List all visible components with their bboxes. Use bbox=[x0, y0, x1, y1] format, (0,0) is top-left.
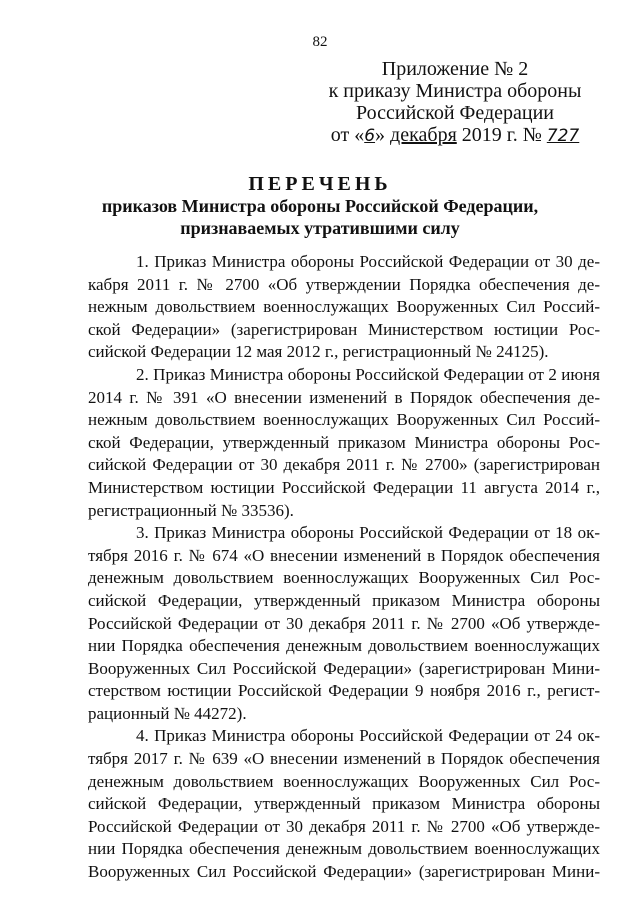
document-subtitle bbox=[0, 195, 640, 239]
paragraph-line: сийской Федерации от 30 декабря 2011 г. № 2700» (зарегистрирован bbox=[88, 455, 600, 475]
list-item bbox=[88, 725, 600, 883]
paragraph-line: рационный № 44272). bbox=[88, 703, 247, 723]
appendix-line-1: Приложение № 2 bbox=[381, 58, 529, 80]
paragraph-line: ской Федерации, утвержденный приказом Министра обороны Рос- bbox=[88, 432, 600, 452]
paragraph-line: Министерством юстиции Российской Федерации 11 августа 2014 г., bbox=[88, 477, 600, 497]
paragraph-line: кабря 2011 г. № 2700 «Об утверждении Порядка обеспечения де- bbox=[88, 274, 600, 294]
paragraph-line: Вооруженных Сил Российской Федерации» (зарегистрирован Мини- bbox=[88, 658, 600, 678]
paragraph-line: 1. Приказ Министра обороны Российской Федерации от 30 де- bbox=[136, 252, 600, 271]
handwritten-order-number: 727 bbox=[546, 126, 580, 146]
appendix-line-2: к приказу Министра обороны bbox=[328, 80, 582, 102]
paragraph-line: Российской Федерации от 30 декабря 2011 г. № 2700 «Об утвержде- bbox=[88, 613, 600, 633]
date-month: декабря bbox=[390, 124, 457, 146]
list-item bbox=[88, 251, 600, 364]
paragraph-line: нежным довольствием военнослужащих Вооруженных Сил Россий- bbox=[88, 297, 600, 317]
paragraph-line: 4. Приказ Министра обороны Российской Федерации от 24 ок- bbox=[136, 726, 600, 746]
paragraph-line: сийской Федерации, утвержденный приказом Министра обороны bbox=[88, 590, 600, 610]
document-title: ПЕРЕЧЕНЬ bbox=[248, 173, 392, 195]
paragraph-line: сийской Федерации 12 мая 2012 г., регистрационный № 24125). bbox=[88, 342, 549, 362]
paragraph-line: ской Федерации» (зарегистрирован Министерством юстиции Рос- bbox=[88, 319, 600, 339]
paragraph-line: 2014 г. № 391 «О внесении изменений в Порядок обеспечения де- bbox=[88, 387, 600, 407]
paragraph-line: нии Порядка обеспечения денежным довольствием военнослужащих bbox=[88, 839, 600, 859]
paragraph-line: денежным довольствием военнослужащих Вооруженных Сил Рос- bbox=[88, 771, 600, 791]
subtitle-line-1: приказов Министра обороны Российской Федерации, bbox=[101, 196, 539, 216]
date-middle: » bbox=[375, 124, 391, 146]
paragraph-line: 2. Приказ Министра обороны Российской Федерации от 2 июня bbox=[136, 364, 600, 384]
paragraph-line: тября 2016 г. № 674 «О внесении изменений в Порядок обеспечения bbox=[88, 545, 600, 565]
appendix-date-line bbox=[300, 124, 610, 147]
paragraph-line: стерством юстиции Российской Федерации 9 ноября 2016 г., регист- bbox=[88, 681, 600, 701]
paragraph-line: 3. Приказ Министра обороны Российской Федерации от 18 ок- bbox=[136, 523, 600, 543]
appendix-line-3: Российской Федерации bbox=[355, 102, 555, 124]
paragraph-line: Вооруженных Сил Российской Федерации» (зарегистрирован Мини- bbox=[88, 862, 600, 882]
document-body bbox=[88, 251, 600, 884]
handwritten-day: 6 bbox=[364, 126, 376, 146]
date-year: 2019 г. № bbox=[456, 124, 547, 146]
paragraph-line: нии Порядка обеспечения денежным довольствием военнослужащих bbox=[88, 636, 600, 656]
page-number: 82 bbox=[312, 34, 328, 50]
paragraph-line: сийской Федерации, утвержденный приказом Министра обороны bbox=[88, 794, 600, 814]
paragraph-line: нежным довольствием военнослужащих Вооруженных Сил Россий- bbox=[88, 410, 600, 430]
list-item bbox=[88, 364, 600, 522]
paragraph-line: тября 2017 г. № 639 «О внесении изменений в Порядок обеспечения bbox=[88, 749, 600, 769]
paragraph-line: Российской Федерации от 30 декабря 2011 г. № 2700 «Об утвержде- bbox=[88, 816, 600, 836]
list-item bbox=[88, 522, 600, 725]
subtitle-line-2: признаваемых утратившими силу bbox=[180, 218, 460, 238]
date-prefix: от « bbox=[330, 124, 365, 146]
appendix-header bbox=[300, 58, 610, 147]
paragraph-line: регистрационный № 33536). bbox=[88, 500, 294, 520]
paragraph-line: денежным довольствием военнослужащих Вооруженных Сил Рос- bbox=[88, 568, 600, 588]
